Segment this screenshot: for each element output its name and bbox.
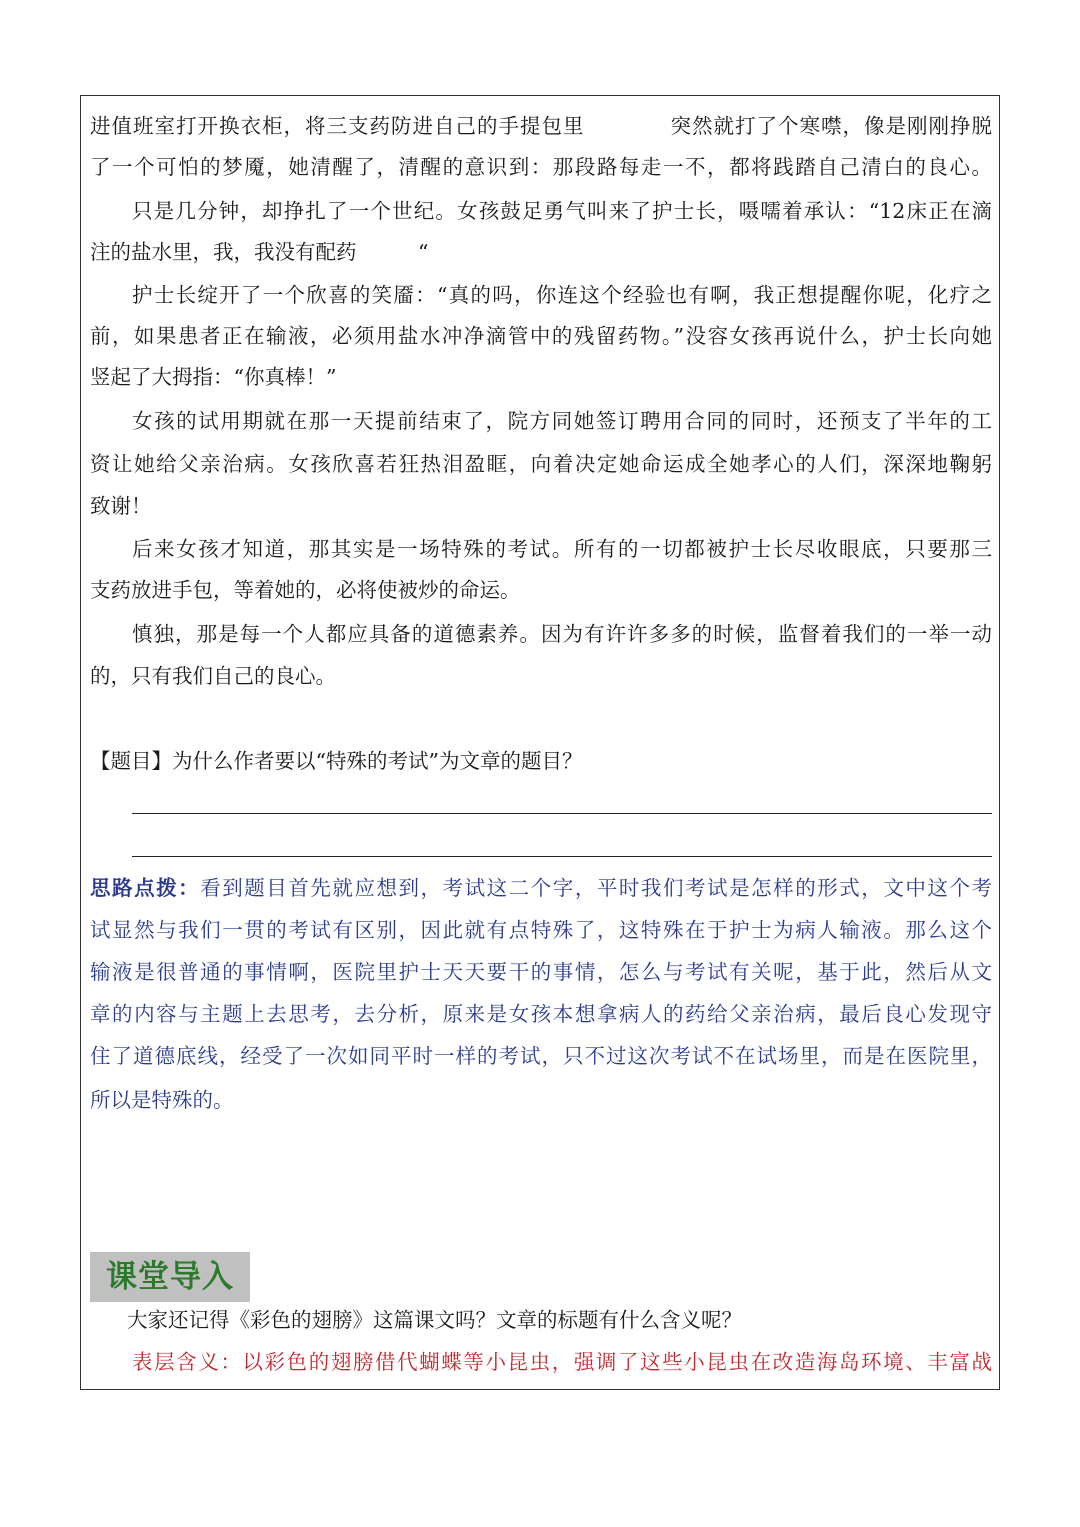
passage-line: 资让她给父亲治病。女孩欣喜若狂热泪盈眶，向着决定她命运成全她孝心的人们，深深地鞠躬 [90,452,992,476]
passage-line: 注的盐水里，我，我没有配药 “ [90,240,429,264]
passage-line: 只是几分钟，却挣扎了一个世纪。女孩鼓足勇气叫来了护士长，嗫嚅着承认：“12床正在滴 [132,199,992,223]
passage-line: 竖起了大拇指：“你真棒！” [90,365,337,389]
passage-line: 的，只有我们自己的良心。 [90,664,336,688]
section-answer: 表层含义：以彩色的翅膀借代蝴蝶等小昆虫，强调了这些小昆虫在改造海岛环境、丰富战 [132,1350,992,1374]
passage-line: 前，如果患者正在输液，必须用盐水冲净滴管中的残留药物。”没容女孩再说什么，护士长向她 [90,324,992,348]
passage-line: 致谢！ [90,494,152,518]
tip-label: 思路点拨： [90,876,201,900]
passage-line: 支药放进手包，等着她的，必将使被炒的命运。 [90,578,521,602]
tip-line: 输液是很普通的事情啊，医院里护士天天要干的事情，怎么与考试有关呢，基于此，然后从文 [90,960,992,984]
tip-line: 思路点拨：看到题目首先就应想到，考试这二个字，平时我们考试是怎样的形式，文中这个考 [90,876,992,900]
tip-line: 章的内容与主题上去思考，去分析，原来是女孩本想拿病人的药给父亲治病，最后良心发现守 [90,1002,992,1026]
passage-line: 护士长绽开了一个欣喜的笑靥：“真的吗，你连这个经验也有啊，我正想提醒你呢，化疗之 [132,283,992,307]
tip-line: 住了道德底线，经受了一次如同平时一样的考试，只不过这次考试不在试场里，而是在医院里， [90,1044,992,1068]
passage-line: 进值班室打开换衣柜，将三支药防进自己的手提包里 突然就打了个寒噤，像是刚刚挣脱 [90,114,992,138]
passage-line: 后来女孩才知道，那其实是一场特殊的考试。所有的一切都被护士长尽收眼底，只要那三 [132,537,992,561]
passage-line: 女孩的试用期就在那一天提前结束了，院方同她签订聘用合同的同时，还预支了半年的工 [132,409,992,433]
section-title: 课堂导入 [90,1252,250,1302]
tip-line: 试显然与我们一贯的考试有区别，因此就有点特殊了，这特殊在于护士为病人输液。那么这个 [90,918,992,942]
answer-line[interactable] [132,856,992,857]
section-intro: 大家还记得《彩色的翅膀》这篇课文吗？文章的标题有什么含义呢？ [127,1308,742,1332]
tip-line: 所以是特殊的。 [90,1088,234,1112]
question-text: 【题目】为什么作者要以“特殊的考试”为文章的题目？ [90,749,583,773]
answer-line[interactable] [132,813,992,814]
passage-line: 慎独，那是每一个人都应具备的道德素养。因为有许许多多的时候，监督着我们的一举一动 [132,622,992,646]
passage-line: 了一个可怕的梦魇，她清醒了，清醒的意识到：那段路每走一不，都将践踏自己清白的良心。 [90,155,992,179]
